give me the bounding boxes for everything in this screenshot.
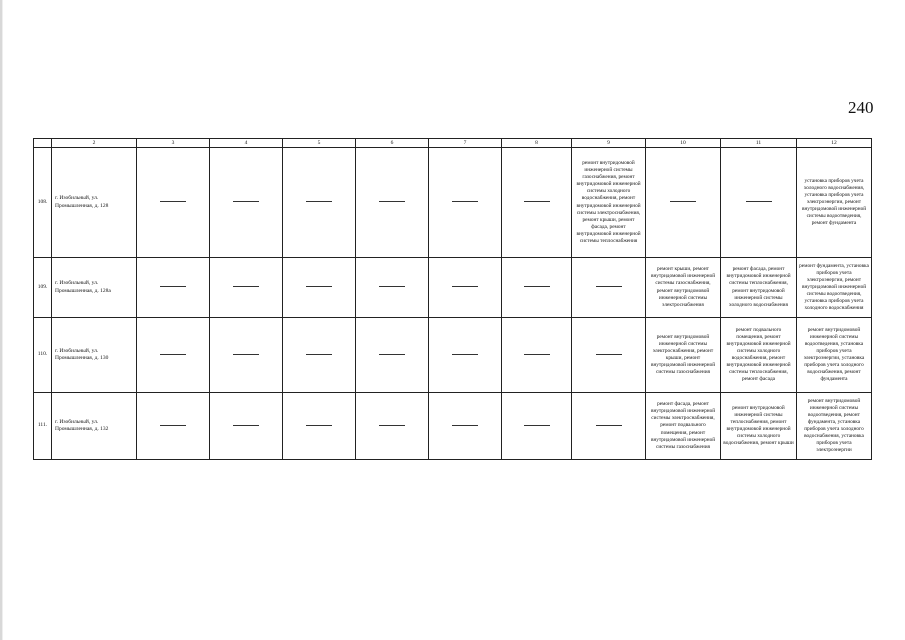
work-list-col9: ремонт внутридомовой инженерной системы газоснабжения, ремонт внутридомовой инженерной системы холодного водоснабжения, ремонт внутридомовой инженерной системы электроснабжения, ремонт крыши, ремонт фасада, ремонт внутридомовой инженерной системы теплоснабжения [572, 148, 646, 258]
work-list-col11 [721, 148, 797, 258]
dash-cell [429, 258, 502, 318]
row-address: г. Изобильный, ул. Промышленная, д. 128а [52, 258, 137, 318]
dash-mark [233, 354, 259, 355]
dash-mark [379, 201, 405, 202]
work-list-col9 [572, 258, 646, 318]
dash-mark [596, 354, 622, 355]
dash-mark [379, 354, 405, 355]
dash-cell [356, 318, 429, 393]
header-cell-3: 3 [137, 139, 210, 148]
dash-mark [306, 286, 332, 287]
dash-cell [210, 318, 283, 393]
header-cell-9: 9 [572, 139, 646, 148]
header-cell-1 [34, 139, 52, 148]
work-list-col12: установка приборов учета холодного водоснабжения, установка приборов учета электроэнергии, ремонт внутридомовой инженерной системы водоотведения, ремонт фундамента [797, 148, 872, 258]
header-cell-8: 8 [502, 139, 572, 148]
row-address: г. Изобильный, ул. Промышленная, д. 128 [52, 148, 137, 258]
work-list-col9 [572, 318, 646, 393]
dash-cell [502, 318, 572, 393]
dash-mark [233, 425, 259, 426]
dash-cell [502, 258, 572, 318]
dash-mark [524, 425, 550, 426]
header-cell-2: 2 [52, 139, 137, 148]
work-list-col11: ремонт внутридомовой инженерной системы теплоснабжения, ремонт внутридомовой инженерной системы холодного водоснабжения, ремонт крыши [721, 393, 797, 460]
table-row [34, 393, 872, 460]
dash-cell [356, 393, 429, 460]
dash-mark [452, 354, 478, 355]
dash-cell [283, 148, 356, 258]
row-number: 111. [34, 393, 52, 460]
work-list-col11: ремонт подвального помещения, ремонт внутридомовой инженерной системы холодного водоснабжения, ремонт внутридомовой инженерной системы теплоснабжения, ремонт фасада [721, 318, 797, 393]
dash-cell [283, 393, 356, 460]
dash-mark [596, 286, 622, 287]
work-list-col9 [572, 393, 646, 460]
dash-mark [746, 201, 772, 202]
dash-cell [356, 258, 429, 318]
header-cell-12: 12 [797, 139, 872, 148]
dash-mark [524, 286, 550, 287]
dash-mark [306, 354, 332, 355]
dash-mark [160, 354, 186, 355]
header-cell-11: 11 [721, 139, 797, 148]
dash-cell [210, 393, 283, 460]
work-list-col12: ремонт фундамента, установка приборов учета электроэнергии, ремонт внутридомовой инженерной системы водоотведения, установка приборов учета холодного водоснабжения [797, 258, 872, 318]
dash-mark [670, 201, 696, 202]
dash-mark [233, 286, 259, 287]
dash-cell [502, 148, 572, 258]
header-row [34, 139, 872, 148]
dash-cell [283, 258, 356, 318]
dash-mark [160, 425, 186, 426]
dash-mark [379, 425, 405, 426]
dash-cell [502, 393, 572, 460]
scan-edge-line-inner [2, 0, 3, 640]
row-number: 109. [34, 258, 52, 318]
dash-mark [452, 286, 478, 287]
dash-mark [306, 425, 332, 426]
dash-cell [356, 148, 429, 258]
dash-mark [452, 201, 478, 202]
dash-cell [137, 258, 210, 318]
dash-mark [306, 201, 332, 202]
dash-mark [452, 425, 478, 426]
row-address: г. Изобильный, ул. Промышленная, д. 130 [52, 318, 137, 393]
dash-cell [429, 148, 502, 258]
dash-cell [137, 393, 210, 460]
work-list-col12: ремонт внутридомовой инженерной системы водоотведения, ремонт фундамента, установка приборов учета холодного водоснабжения, установка приборов учета электроэнергии [797, 393, 872, 460]
dash-cell [429, 318, 502, 393]
table-row [34, 318, 872, 393]
work-list-col10: ремонт внутридомовой инженерной системы электроснабжения, ремонт крыши, ремонт внутридомовой инженерной системы газоснабжения [646, 318, 721, 393]
header-cell-6: 6 [356, 139, 429, 148]
row-number: 108. [34, 148, 52, 258]
dash-cell [210, 148, 283, 258]
page-number: 240 [848, 98, 874, 117]
work-list-col10: ремонт фасада, ремонт внутридомовой инженерной системы электроснабжения, ремонт подвального помещения, ремонт внутридомовой инженерной системы газоснабжения [646, 393, 721, 460]
header-cell-10: 10 [646, 139, 721, 148]
work-list-col12: ремонт внутридомовой инженерной системы водоотведения, установка приборов учета электроэнергии, установка приборов учета холодного водоснабжения, ремонт фундамента [797, 318, 872, 393]
dash-mark [524, 201, 550, 202]
dash-mark [524, 354, 550, 355]
dash-cell [429, 393, 502, 460]
row-address: г. Изобильный, ул. Промышленная, д. 132 [52, 393, 137, 460]
table-row [34, 258, 872, 318]
dash-cell [210, 258, 283, 318]
header-cell-5: 5 [283, 139, 356, 148]
dash-cell [137, 318, 210, 393]
row-number: 110. [34, 318, 52, 393]
dash-mark [596, 425, 622, 426]
dash-mark [160, 286, 186, 287]
dash-mark [379, 286, 405, 287]
dash-cell [137, 148, 210, 258]
work-list-col11: ремонт фасада, ремонт внутридомовой инженерной системы теплоснабжения, ремонт внутридомовой инженерной системы холодного водоснабжения [721, 258, 797, 318]
work-list-col10: ремонт крыши, ремонт внутридомовой инженерной системы газоснабжения, ремонт внутридомовой инженерной системы электроснабжения [646, 258, 721, 318]
work-list-col10 [646, 148, 721, 258]
capital-repair-table [33, 138, 872, 460]
dash-cell [283, 318, 356, 393]
header-cell-7: 7 [429, 139, 502, 148]
table-row [34, 148, 872, 258]
dash-mark [233, 201, 259, 202]
header-cell-4: 4 [210, 139, 283, 148]
dash-mark [160, 201, 186, 202]
